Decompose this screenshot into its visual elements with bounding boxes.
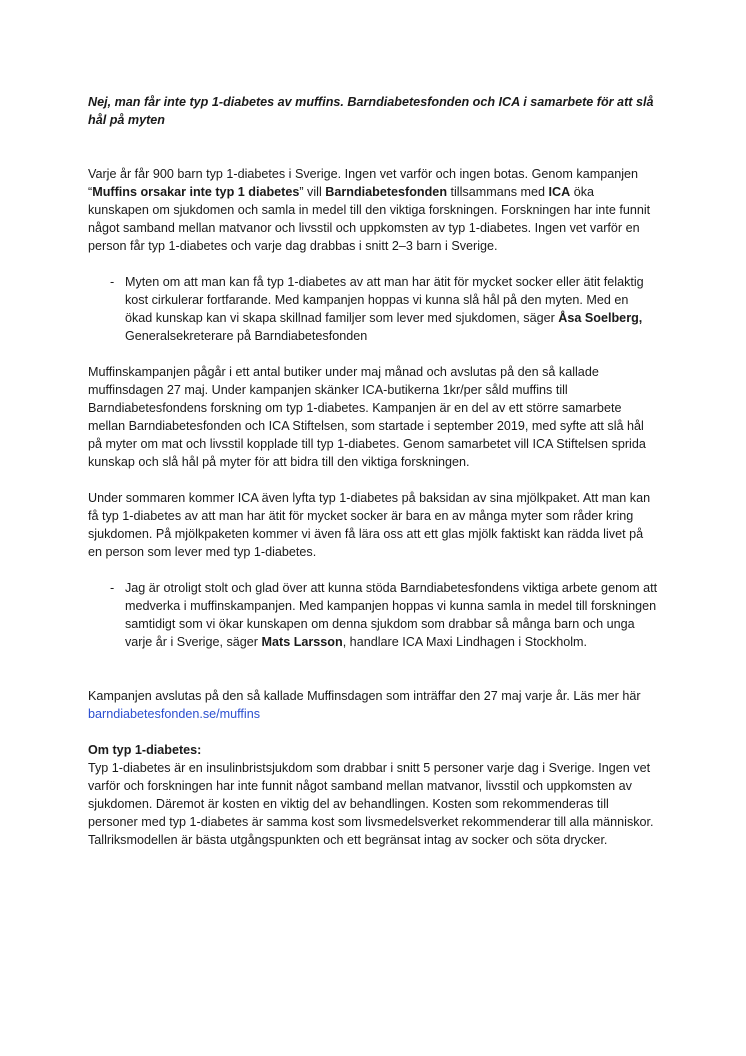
- campaign-link[interactable]: barndiabetesfonden.se/muffins: [88, 707, 261, 721]
- intro-text-1: Varje år får 900 barn typ 1-diabetes i Sverige. Ingen vet varför och ingen botas. Genom kampanjen “: [88, 167, 639, 199]
- campaign-name: Muffins orsakar inte typ 1 diabetes: [92, 185, 300, 199]
- quote-dash: -: [110, 275, 115, 289]
- quote-larsson: [88, 579, 658, 651]
- om-typ-1-paragraph: Typ 1-diabetes är en insulinbristsjukdom som drabbar i snitt 5 personer varje dag i Sverige. Ingen vet varför och forskningen har inte funnit något samband mellan matvanor, livsstil och uppkomsten av sjukdomen. Däremot är kosten en viktig del av behandlingen. Kosten som rekommenderas till personer med typ 1-diabetes är samma kost som livsmedelsverket rekommenderar till alla människor. Tallriksmodellen är bästa utgångspunkten och ett begränsat intag av socker och söta drycker.: [88, 761, 654, 847]
- speaker-title-soelberg: Generalsekreterare på Barndiabetesfonden: [125, 329, 368, 343]
- quote-soelberg: [88, 273, 658, 345]
- campaign-paragraph: Muffinskampanjen pågår i ett antal butiker under maj månad och avslutas på den så kallade muffinsdagen 27 maj. Under kampanjen skänker ICA-butikerna 1kr/per såld muffins till Barndiabetesfondens forskning om typ 1-diabetes. Kampanjen är en del av ett större samarbete mellan Barndiabetesfonden och ICA Stiftelsen, som startade i september 2019, med syfte att slå hål på myter om mat och livsstil kopplade till typ 1-diabetes. Genom samarbetet vill ICA Stiftelsen sprida kunskap och slå hål på myter för att bidra till den viktiga forskningen.: [88, 365, 646, 469]
- intro-text-2: ” vill: [299, 185, 326, 199]
- press-release-title: Nej, man får inte typ 1-diabetes av muffins. Barndiabetesfonden och ICA i samarbete för att slå hål på myten: [88, 95, 654, 127]
- quote-soelberg-body: Myten om att man kan få typ 1-diabetes av att man har ätit för mycket socker eller ätit felaktig kost cirkulerar fortfarande. Med kampanjen hoppas vi kunna slå hål på den myten. Med en ökad kunskap kan vi skapa skillnad familjer som lever med sjukdomen, säger: [125, 275, 644, 325]
- intro-paragraph: [88, 165, 658, 255]
- section-heading-om-typ-1: Om typ 1-diabetes:: [88, 743, 202, 757]
- quote-larsson-body: Jag är otroligt stolt och glad över att kunna stöda Barndiabetesfondens viktiga arbete genom att medverka i muffinskampanjen. Med kampanjen hoppas vi kunna samla in medel till forskningen samtidigt som vi ökar kunskapen om denna sjukdom som drabbar så många barn och unga varje år i Sverige, säger: [125, 581, 658, 649]
- speaker-asa-soelberg: Åsa Soelberg,: [558, 311, 643, 325]
- intro-text-4: öka kunskapen om sjukdomen och samla in medel till den viktiga forskningen. Forskningen har inte funnit något samband mellan matvanor och livsstil och uppkomsten av typ 1-diabetes. Ingen vet varför en person får typ 1-diabetes och varje dag drabbas i snitt 2–3 barn i Sverige.: [88, 185, 651, 253]
- intro-text-3: tillsammans med: [447, 185, 549, 199]
- document-body: [88, 93, 658, 849]
- org-name-ica: ICA: [548, 185, 571, 199]
- muffinsdagen-paragraph: [88, 687, 658, 723]
- org-name-barndiabetesfonden: Barndiabetesfonden: [325, 185, 448, 199]
- speaker-title-larsson: , handlare ICA Maxi Lindhagen i Stockholm.: [342, 635, 588, 649]
- muffinsdagen-text: Kampanjen avslutas på den så kallade Muffinsdagen som inträffar den 27 maj varje år. Läs mer här: [88, 689, 641, 703]
- milk-paragraph: Under sommaren kommer ICA även lyfta typ 1-diabetes på baksidan av sina mjölkpaket. Att man kan få typ 1-diabetes av att man har ätit för mycket socker är bara en av många myter som råder kring sjukdomen. På mjölkpaketen kommer vi även få lära oss att ett glas mjölk faktiskt kan rädda livet på en person som lever med typ 1-diabetes.: [88, 491, 651, 559]
- quote-larsson-text: [125, 579, 658, 651]
- quote-dash: -: [110, 581, 115, 595]
- speaker-mats-larsson: Mats Larsson: [261, 635, 343, 649]
- quote-soelberg-text: [125, 273, 658, 345]
